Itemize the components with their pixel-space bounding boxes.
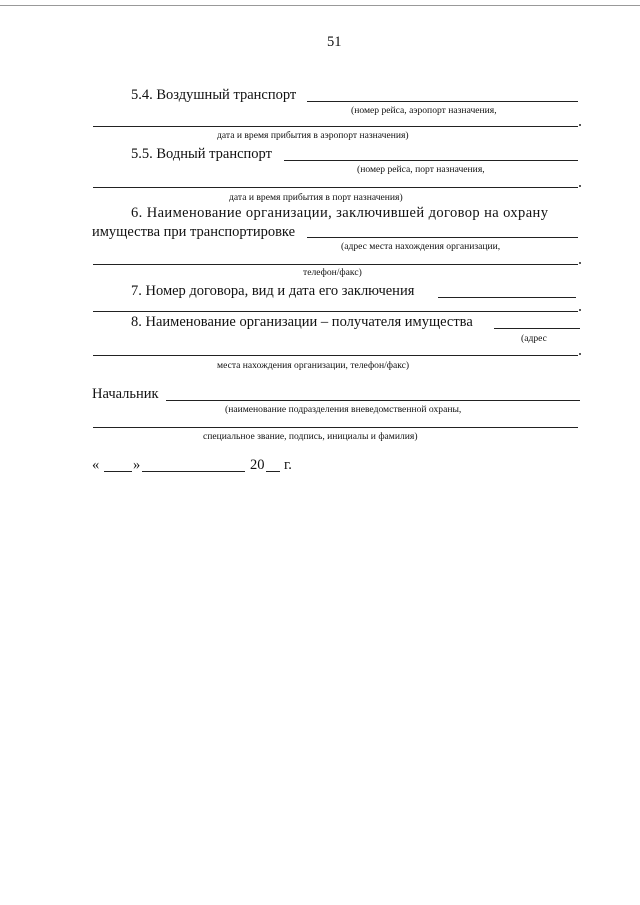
date-open-quote: « — [92, 457, 100, 473]
date-year-suffix: г. — [284, 457, 292, 473]
section-8-period — [579, 353, 581, 355]
chief-hint-1: (наименование подразделения вневедомственной охраны, — [225, 404, 462, 415]
top-edge-line — [0, 5, 640, 6]
section-8-field-line-2 — [93, 355, 578, 356]
section-6-line-1: 6. Наименование организации, заключившей договор на охрану — [131, 205, 549, 221]
date-day-line — [104, 471, 132, 472]
section-6-hint-2: телефон/факс) — [303, 267, 362, 278]
section-8-field-line — [494, 328, 580, 329]
section-7-field-line — [438, 297, 576, 298]
page-number: 51 — [327, 34, 342, 50]
section-5-4-label: 5.4. Воздушный транспорт — [131, 87, 297, 103]
section-6-hint-1: (адрес места нахождения организации, — [341, 241, 501, 252]
section-6-period — [579, 262, 581, 264]
section-5-4-field-line — [307, 101, 578, 102]
section-5-4-period — [579, 124, 581, 126]
date-month-line — [142, 471, 245, 472]
date-year-prefix: 20 — [250, 457, 265, 473]
section-6-field-line — [307, 237, 578, 238]
section-5-4-field-line-2 — [93, 126, 578, 127]
chief-label: Начальник — [92, 386, 159, 402]
section-6-line-2: имущества при транспортировке — [92, 224, 296, 240]
section-6-field-line-2 — [93, 264, 578, 265]
section-5-5-field-line-2 — [93, 187, 578, 188]
section-5-4-hint-1: (номер рейса, аэропорт назначения, — [351, 105, 497, 116]
date-year-line — [266, 471, 280, 472]
section-5-4-hint-2: дата и время прибытия в аэропорт назначения) — [217, 130, 409, 141]
section-8-label: 8. Наименование организации – получателя имущества — [131, 314, 473, 330]
section-5-5-hint-2: дата и время прибытия в порт назначения) — [229, 192, 403, 203]
chief-field-line — [166, 400, 580, 401]
section-5-5-hint-1: (номер рейса, порт назначения, — [357, 164, 485, 175]
section-8-hint-1: (адрес — [521, 333, 547, 344]
date-close-quote: » — [133, 457, 141, 473]
section-7-period — [579, 309, 581, 311]
section-8-hint-2: места нахождения организации, телефон/факс) — [217, 360, 410, 371]
section-5-5-label: 5.5. Водный транспорт — [131, 146, 272, 162]
section-7-field-line-2 — [93, 311, 578, 312]
section-5-5-period — [579, 185, 581, 187]
section-5-5-field-line — [284, 160, 578, 161]
chief-hint-2: специальное звание, подпись, инициалы и фамилия) — [203, 431, 418, 442]
section-7-label: 7. Номер договора, вид и дата его заключения — [131, 283, 415, 299]
chief-field-line-2 — [93, 427, 578, 428]
